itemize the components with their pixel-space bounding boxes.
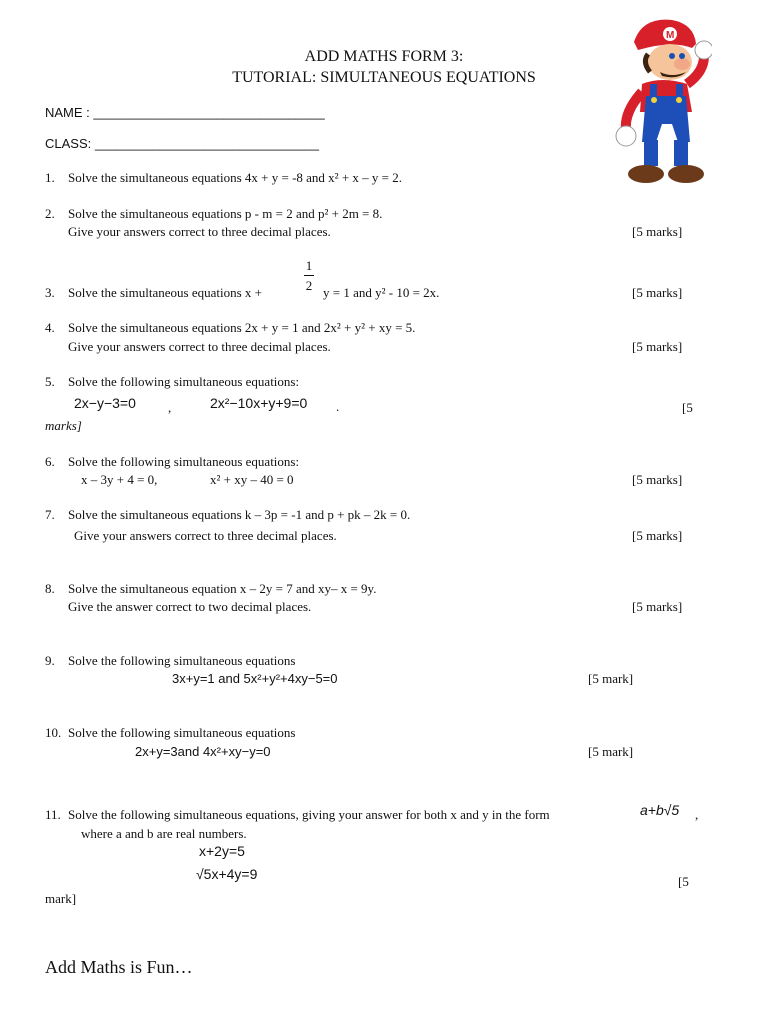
question-1-text: Solve the simultaneous equations 4x + y = -8 and x² + x – y = 2. — [68, 170, 402, 185]
question-3-text-a: Solve the simultaneous equations x + — [68, 285, 263, 300]
question-11-form: a+b√5 — [640, 802, 680, 818]
question-3-number: 3. — [45, 285, 55, 300]
question-2-line2: Give your answers correct to three decimal places. — [68, 224, 331, 239]
footer-slogan: Add Maths is Fun… — [45, 957, 193, 977]
question-3-fraction-numerator: 1 — [305, 258, 313, 273]
question-8-text: Solve the simultaneous equation x – 2y = 7 and xy– x = 9y. — [68, 581, 377, 596]
question-10-marks: [5 mark] — [588, 744, 634, 759]
question-11-marks-a: [5 — [678, 874, 689, 889]
question-11-text: Solve the following simultaneous equations, giving your answer for both x and y in the form — [68, 807, 550, 822]
question-9-equations: 3x+y=1 and 5x²+y²+4xy−5=0 — [172, 671, 338, 686]
question-6-equation-2: x² + xy – 40 = 0 — [210, 472, 294, 487]
question-8-marks: [5 marks] — [632, 599, 683, 614]
question-1-number: 1. — [45, 170, 55, 185]
question-4-marks: [5 marks] — [632, 339, 683, 354]
question-7-text: Solve the simultaneous equations k – 3p = -1 and p + pk – 2k = 0. — [68, 507, 411, 522]
question-11-number: 11. — [45, 807, 61, 822]
question-6-number: 6. — [45, 454, 55, 469]
question-9-number: 9. — [45, 653, 55, 668]
question-3-fraction-bar — [304, 275, 314, 276]
question-4-number: 4. — [45, 320, 55, 335]
question-10-number: 10. — [45, 725, 62, 740]
question-8-number: 8. — [45, 581, 55, 596]
question-5-separator: , — [168, 400, 172, 415]
mario-character-illustration — [612, 12, 712, 187]
name-field: NAME : ________________________________ — [45, 105, 325, 120]
question-3-marks: [5 marks] — [632, 285, 683, 300]
question-9-marks: [5 mark] — [588, 671, 634, 686]
question-7-number: 7. — [45, 507, 55, 522]
question-4-line2: Give your answers correct to three decimal places. — [68, 339, 331, 354]
question-9-text: Solve the following simultaneous equations — [68, 653, 296, 668]
question-6-marks: [5 marks] — [632, 472, 683, 487]
svg-text:M: M — [666, 30, 675, 41]
question-4-text: Solve the simultaneous equations 2x + y = 1 and 2x² + y² + xy = 5. — [68, 320, 416, 335]
question-2-text: Solve the simultaneous equations p - m = 2 and p² + 2m = 8. — [68, 206, 383, 221]
question-11-equation-1: x+2y=5 — [199, 843, 245, 859]
question-11-equation-2: √5x+4y=9 — [196, 866, 258, 882]
question-5-text: Solve the following simultaneous equations: — [68, 374, 300, 389]
question-11-line2: where a and b are real numbers. — [81, 826, 247, 841]
question-7-line2: Give your answers correct to three decimal places. — [74, 528, 337, 543]
question-8-line2: Give the answer correct to two decimal places. — [68, 599, 312, 614]
class-field: CLASS: _______________________________ — [45, 136, 319, 151]
title-line-2: TUTORIAL: SIMULTANEOUS EQUATIONS — [232, 69, 536, 86]
question-5-number: 5. — [45, 374, 55, 389]
question-2-marks: [5 marks] — [632, 224, 683, 239]
question-5-marks-b: marks] — [45, 418, 82, 433]
question-10-text: Solve the following simultaneous equations — [68, 725, 296, 740]
question-6-equation-1: x – 3y + 4 = 0, — [81, 472, 158, 487]
title-line-1: ADD MATHS FORM 3: — [304, 48, 464, 65]
question-5-marks-a: [5 — [682, 400, 693, 415]
question-7-marks: [5 marks] — [632, 528, 683, 543]
question-11-comma: , — [695, 807, 699, 822]
question-11-marks-b: mark] — [45, 891, 77, 906]
question-3-fraction-denominator: 2 — [305, 278, 313, 293]
question-2-number: 2. — [45, 206, 55, 221]
question-10-equations: 2x+y=3and 4x²+xy−y=0 — [135, 744, 271, 759]
question-6-text: Solve the following simultaneous equations: — [68, 454, 300, 469]
question-5-equation-1: 2x−y−3=0 — [74, 395, 136, 411]
question-3-text-b: y = 1 and y² - 10 = 2x. — [323, 285, 440, 300]
question-5-dot: . — [336, 399, 340, 414]
question-5-equation-2: 2x²−10x+y+9=0 — [210, 395, 308, 411]
